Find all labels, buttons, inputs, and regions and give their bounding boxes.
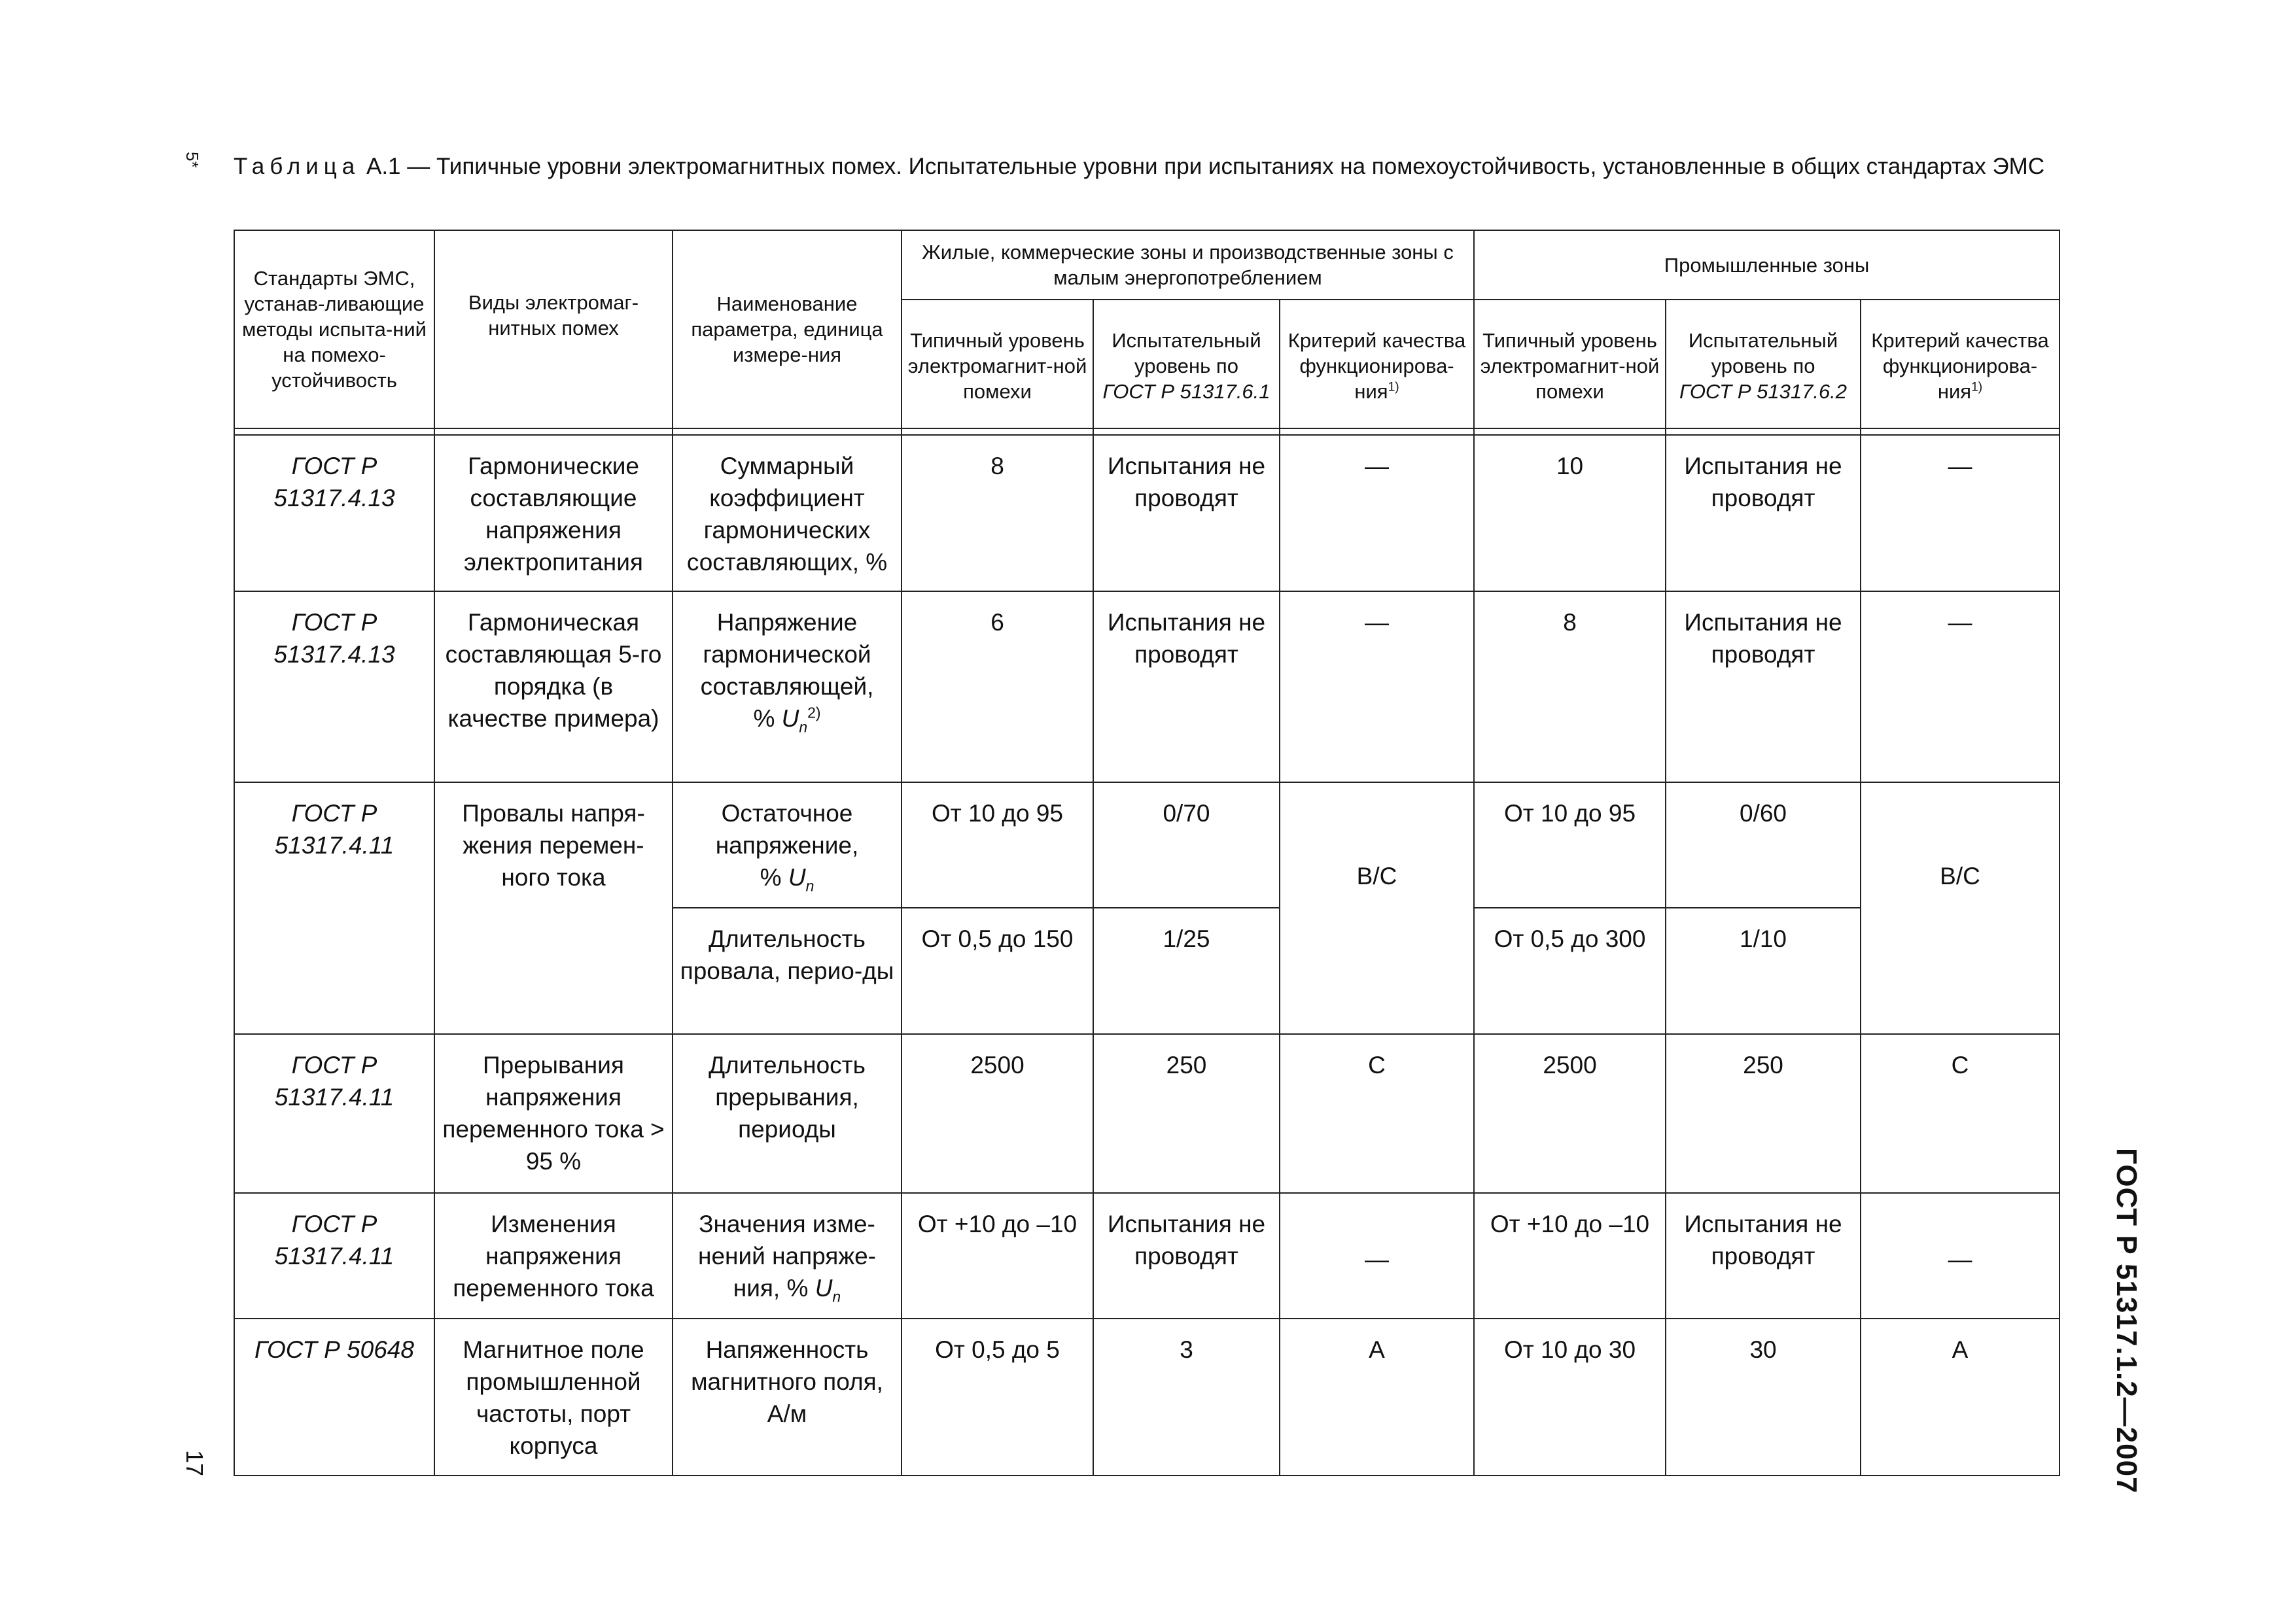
header-res-test-level — [1093, 300, 1280, 428]
header-res-criterion-footnote: 1) — [1388, 380, 1399, 394]
cell-parameter-text: Напряжение гармонической составляющей, — [700, 608, 874, 700]
cell-ind-criterion: А — [1861, 1319, 2059, 1476]
cell-parameter — [673, 782, 902, 908]
cell-res-test: Испытания не проводят — [1093, 435, 1280, 591]
header-industrial-zones: Промышленные зоны — [1474, 230, 2059, 300]
cell-res-typical: От 0,5 до 5 — [902, 1319, 1093, 1476]
header-disturbance-types: Виды электромаг-нитных помех — [434, 230, 673, 428]
cell-parameter-subscript: n — [799, 718, 808, 736]
cell-ind-criterion: — — [1861, 435, 2059, 591]
header-standards: Стандарты ЭМС, устанав-ливающие методы испыта-ний на помехо-устойчивость — [234, 230, 434, 428]
emc-levels-table — [234, 230, 2060, 1476]
cell-disturbance-type: Магнитное поле промышленной частоты, порт корпуса — [434, 1319, 673, 1476]
document-side-title: ГОСТ Р 51317.1.2—2007 — [2111, 1148, 2143, 1494]
header-separator-row — [234, 428, 2059, 435]
cell-ind-criterion: — — [1861, 1193, 2059, 1319]
cell-ind-typical: От 0,5 до 300 — [1474, 908, 1666, 1034]
cell-ind-test: 0/60 — [1666, 782, 1861, 908]
table-row — [234, 1319, 2059, 1476]
cell-disturbance-type: Изменения напряжения переменного тока — [434, 1193, 673, 1319]
cell-res-criterion: — — [1280, 435, 1474, 591]
cell-res-typical: 8 — [902, 435, 1093, 591]
cell-ind-typical: 10 — [1474, 435, 1666, 591]
cell-disturbance-type: Провалы напря-жения перемен-ного тока — [434, 782, 673, 1034]
cell-ind-criterion: С — [1861, 1034, 2059, 1193]
table-row — [234, 435, 2059, 591]
cell-parameter-unit: % — [753, 704, 782, 732]
header-ind-test-level-standard: ГОСТ Р 51317.6.2 — [1679, 380, 1848, 404]
cell-parameter — [673, 591, 902, 782]
cell-standard: ГОСТ Р 51317.4.11 — [234, 1193, 434, 1319]
cell-parameter-text: Значения изме-нений напряже-ния, % — [698, 1210, 876, 1302]
cell-res-criterion: — — [1280, 1193, 1474, 1319]
cell-ind-typical: 2500 — [1474, 1034, 1666, 1193]
cell-res-typical: От 0,5 до 150 — [902, 908, 1093, 1034]
caption-text: А.1 — Типичные уровни электромагнитных помех. Испытательные уровни при испытаниях на помехоустойчивость, установленные в общих стандартах ЭМС — [366, 154, 2045, 179]
cell-parameter-text: Остаточное напряжение, — [715, 799, 859, 859]
cell-parameter-subscript: n — [805, 877, 815, 895]
header-ind-typical-level: Типичный уровень электромагнит-ной помехи — [1474, 300, 1666, 428]
cell-res-test: Испытания не проводят — [1093, 591, 1280, 782]
cell-ind-typical: От +10 до –10 — [1474, 1193, 1666, 1319]
cell-res-test: 3 — [1093, 1319, 1280, 1476]
header-res-typical-level: Типичный уровень электромагнит-ной помехи — [902, 300, 1093, 428]
header-ind-test-level-prefix: Испытательный уровень по — [1688, 329, 1838, 378]
header-res-criterion — [1280, 300, 1474, 428]
header-parameter: Наименование параметра, единица измере-ния — [673, 230, 902, 428]
cell-parameter-subscript: n — [832, 1287, 841, 1305]
cell-parameter: Напяженность магнитного поля, А/м — [673, 1319, 902, 1476]
cell-ind-typical: От 10 до 95 — [1474, 782, 1666, 908]
cell-res-test: Испытания не проводят — [1093, 1193, 1280, 1319]
table-row — [234, 1034, 2059, 1193]
cell-standard: ГОСТ Р 50648 — [234, 1319, 434, 1476]
header-ind-criterion — [1861, 300, 2059, 428]
cell-ind-typical: От 10 до 30 — [1474, 1319, 1666, 1476]
table-row — [234, 782, 2059, 908]
header-ind-test-level — [1666, 300, 1861, 428]
cell-parameter-symbol: U — [815, 1274, 833, 1302]
cell-res-test: 0/70 — [1093, 782, 1280, 908]
cell-parameter-symbol: U — [788, 863, 806, 891]
cell-res-typical: От +10 до –10 — [902, 1193, 1093, 1319]
cell-ind-test: Испытания не проводят — [1666, 1193, 1861, 1319]
table-caption — [234, 152, 2059, 182]
cell-disturbance-type: Прерывания напряжения переменного тока > 95 % — [434, 1034, 673, 1193]
header-res-criterion-label: Критерий качества функционирова-ния — [1288, 329, 1466, 404]
cell-res-criterion: А — [1280, 1319, 1474, 1476]
cell-res-criterion: — — [1280, 591, 1474, 782]
cell-disturbance-type: Гармоническая составляющая 5-го порядка (в качестве примера) — [434, 591, 673, 782]
table-row — [234, 1193, 2059, 1319]
cell-standard: ГОСТ Р 51317.4.13 — [234, 435, 434, 591]
cell-res-typical: От 10 до 95 — [902, 782, 1093, 908]
cell-ind-test: Испытания не проводят — [1666, 435, 1861, 591]
cell-res-criterion: С — [1280, 1034, 1474, 1193]
cell-parameter: Длительность провала, перио-ды — [673, 908, 902, 1034]
cell-res-typical: 2500 — [902, 1034, 1093, 1193]
cell-ind-test: Испытания не проводят — [1666, 591, 1861, 782]
header-ind-criterion-footnote: 1) — [1971, 380, 1983, 394]
cell-ind-criterion: — — [1861, 591, 2059, 782]
cell-parameter: Суммарный коэффициент гармонических составляющих, % — [673, 435, 902, 591]
sheet-mark: 5* — [183, 152, 202, 168]
cell-ind-criterion: В/С — [1861, 782, 2059, 1034]
header-residential-zones: Жилые, коммерческие зоны и производственные зоны с малым энергопотреблением — [902, 230, 1474, 300]
cell-standard: ГОСТ Р 51317.4.11 — [234, 782, 434, 1034]
caption-lead: Таблица — [234, 154, 360, 179]
cell-parameter-footnote: 2) — [807, 704, 821, 721]
header-ind-criterion-label: Критерий качества функционирова-ния — [1871, 329, 2049, 404]
table-row — [234, 591, 2059, 782]
cell-standard: ГОСТ Р 51317.4.13 — [234, 591, 434, 782]
cell-res-criterion: В/С — [1280, 782, 1474, 1034]
cell-parameter — [673, 1193, 902, 1319]
page-number: 17 — [181, 1450, 208, 1477]
cell-parameter-unit: % — [760, 863, 788, 891]
cell-ind-test: 30 — [1666, 1319, 1861, 1476]
cell-parameter: Длительность прерывания, периоды — [673, 1034, 902, 1193]
cell-standard: ГОСТ Р 51317.4.11 — [234, 1034, 434, 1193]
cell-res-test: 250 — [1093, 1034, 1280, 1193]
header-res-test-level-prefix: Испытательный уровень по — [1112, 329, 1261, 378]
cell-res-test: 1/25 — [1093, 908, 1280, 1034]
header-res-test-level-standard: ГОСТ Р 51317.6.1 — [1102, 380, 1270, 404]
cell-disturbance-type: Гармонические составляющие напряжения электропитания — [434, 435, 673, 591]
cell-ind-test: 250 — [1666, 1034, 1861, 1193]
table-header-row-1 — [234, 230, 2059, 300]
cell-parameter-symbol: U — [781, 704, 799, 732]
cell-res-typical: 6 — [902, 591, 1093, 782]
cell-ind-typical: 8 — [1474, 591, 1666, 782]
cell-ind-test: 1/10 — [1666, 908, 1861, 1034]
